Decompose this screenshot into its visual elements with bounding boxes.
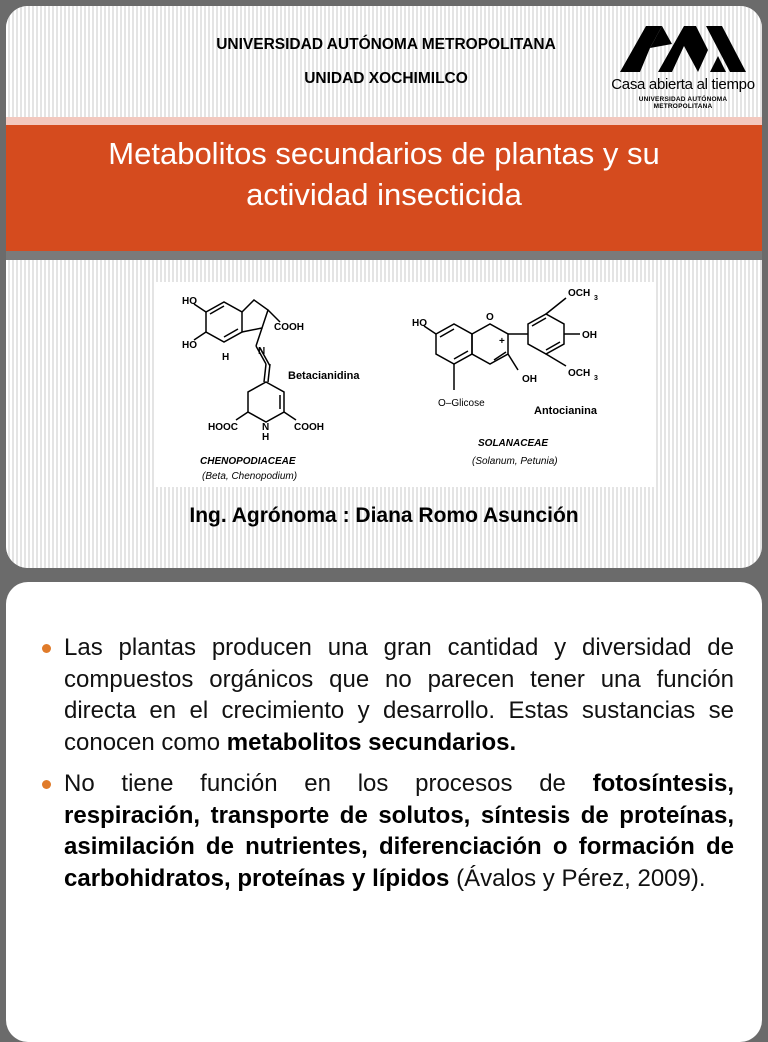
atom-label: 3 <box>594 295 598 302</box>
author-name: Ing. Agrónoma : Diana Romo Asunción <box>189 504 579 527</box>
atom-label: HO <box>182 296 197 307</box>
title-banner <box>6 125 762 251</box>
content-slide <box>6 582 762 1042</box>
atom-label: HOOC <box>208 422 238 433</box>
atom-label: H <box>222 352 230 363</box>
atom-label: 3 <box>594 375 598 382</box>
atom-label: OH <box>522 374 537 385</box>
atom-label: HO <box>412 318 427 329</box>
logo-tagline: Casa abierta al tiempo <box>611 76 755 93</box>
atom-label: OCH <box>568 368 591 379</box>
atom-label: HO <box>182 340 197 351</box>
slide-title-line2: actividad insecticida <box>246 177 522 212</box>
uam-logo-icon <box>610 20 756 76</box>
bullet-text: Las plantas producen una gran cantidad y diversidad de compuestos orgánicos que no parecen tener una función directa en el crecimiento y desarrollo. Estas sustancias se conocen como <box>64 634 734 756</box>
atom-label: + <box>499 336 505 347</box>
logo-subtitle: UNIVERSIDAD AUTÓNOMA METROPOLITANA <box>638 96 728 110</box>
atom-label: COOH <box>294 422 324 433</box>
atom-label: H <box>262 432 270 443</box>
divider-bar <box>6 251 762 260</box>
atom-label: N <box>258 346 266 357</box>
list-item <box>46 768 734 894</box>
atom-label: OH <box>582 330 597 341</box>
bullet-icon <box>42 780 51 789</box>
plant-genera-left: (Beta, Chenopodium) <box>202 471 298 482</box>
bullet-bold-text: metabolitos secundarios. <box>226 728 517 756</box>
atom-label: COOH <box>274 322 304 333</box>
plant-genera-right: (Solanum, Petunia) <box>472 456 558 467</box>
bullet-list <box>46 632 734 904</box>
compound-name-right: Antocianina <box>534 405 597 417</box>
accent-bar <box>6 117 762 125</box>
slide-title-line1: Metabolitos secundarios de plantas y su <box>108 136 660 171</box>
list-item <box>46 632 734 758</box>
atom-label: O–Glicose <box>438 398 485 409</box>
bullet-bold-text: fotosíntesis, respiración, transporte de solutos, síntesis de proteínas, asimilación de nutrientes, diferenciación o formación de carbohidratos, proteínas y lípidos <box>64 770 735 892</box>
compound-name-left: Betacianidina <box>288 370 360 382</box>
atom-label: O <box>486 312 494 323</box>
slide-title <box>46 133 722 215</box>
university-name: UNIVERSIDAD AUTÓNOMA METROPOLITANA <box>216 36 556 53</box>
chemical-structures-figure <box>156 282 656 487</box>
atom-label: N <box>262 422 270 433</box>
title-slide <box>6 6 762 568</box>
uam-logo <box>610 20 756 110</box>
bullet-citation: (Ávalos y Pérez, 2009). <box>456 864 706 892</box>
plant-family-left: CHENOPODIACEAE <box>200 456 296 467</box>
atom-label: OCH <box>568 288 591 299</box>
bullet-text: No tiene función en los procesos de <box>64 770 566 797</box>
unit-name: UNIDAD XOCHIMILCO <box>304 70 468 87</box>
bullet-icon <box>42 644 51 653</box>
plant-family-right: SOLANACEAE <box>478 438 549 449</box>
